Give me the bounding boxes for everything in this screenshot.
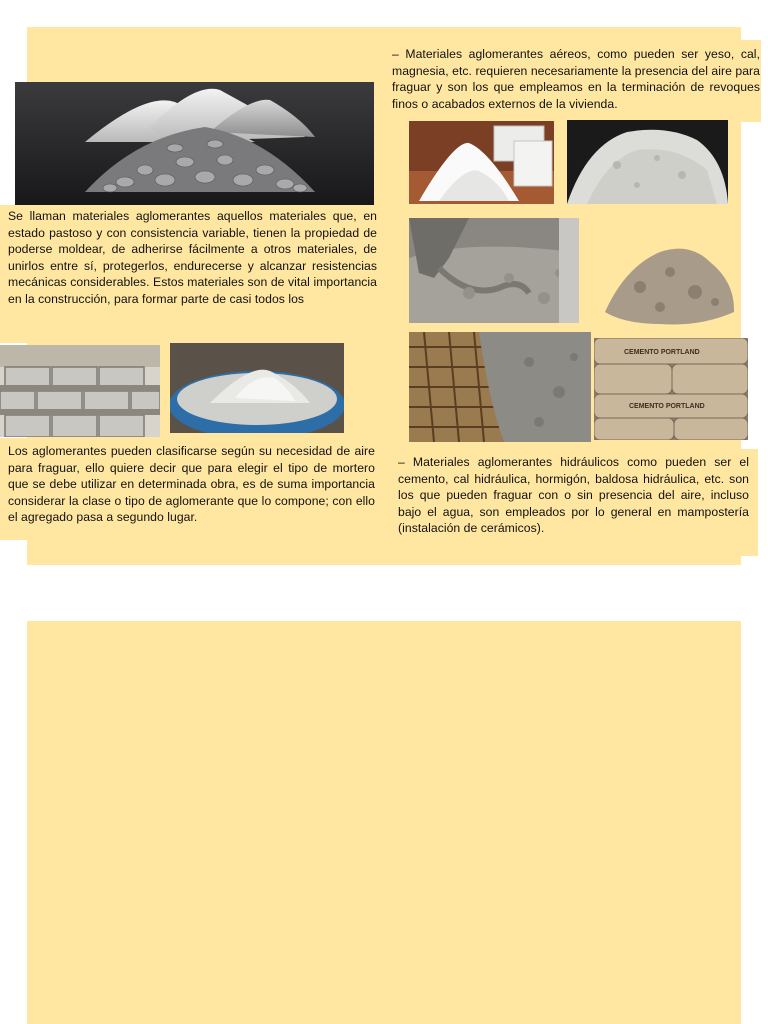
lower-page-panel [27,621,741,1024]
cement-bags-photo [594,338,748,440]
concrete-pouring-photo [409,218,579,323]
gypsum-powder-blocks-photo [409,121,554,204]
classification-text: Los aglomerantes pueden clasificarse según su necesidad de aire para fraguar, ello quiere decir que para elegir el tipo de mortero que se debe utilizar en determinada obra, es de suma importancia considerar la clase o tipo de aglomerante que lo compone; con ello el agregado pasa a segundo lugar. [8,444,375,525]
cement-block-wall-photo [0,345,160,437]
soil-pile-photo [600,232,738,330]
hidraulicos-text: – Materiales aglomerantes hidráulicos como pueden ser el cemento, cal hidráulica, hormigón, baldosa hidráulica, etc. son los que pueden fraguar con o sin presencia del aire, incluso bajo el agua, son empleados por lo general en mampostería (instalación de cerámicos). [398,455,749,536]
classification-paragraph [8,443,375,526]
powder-bucket-photo [170,343,344,433]
lime-powder-photo [567,120,728,204]
aggregates-piles-photo [15,82,374,205]
cement-bag-print-2: CEMENTO PORTLAND [629,403,705,410]
concrete-rebar-photo [409,332,591,442]
aereos-text: – Materiales aglomerantes aéreos, como pueden ser yeso, cal, magnesia, etc. requieren necesariamente la presencia del aire para fraguar y son los que empleamos en la terminación de revoques finos o acabados externos de la vivienda. [392,47,760,111]
intro-text: Se llaman materiales aglomerantes aquellos materiales que, en estado pastoso y con consistencia variable, tienen la propiedad de poderse moldear, de adherirse fácilmente a otros materiales, de unirlos entre sí, protegerlos, endurecerse y alcanzar resistencias mecánicas considerables. Estos materiales son de vital importancia en la construcción, para formar parte de casi todos los [8,209,377,306]
cement-bag-print: CEMENTO PORTLAND [624,349,700,356]
hidraulicos-paragraph [398,454,749,537]
aereos-paragraph [392,46,760,126]
intro-paragraph [8,208,377,332]
